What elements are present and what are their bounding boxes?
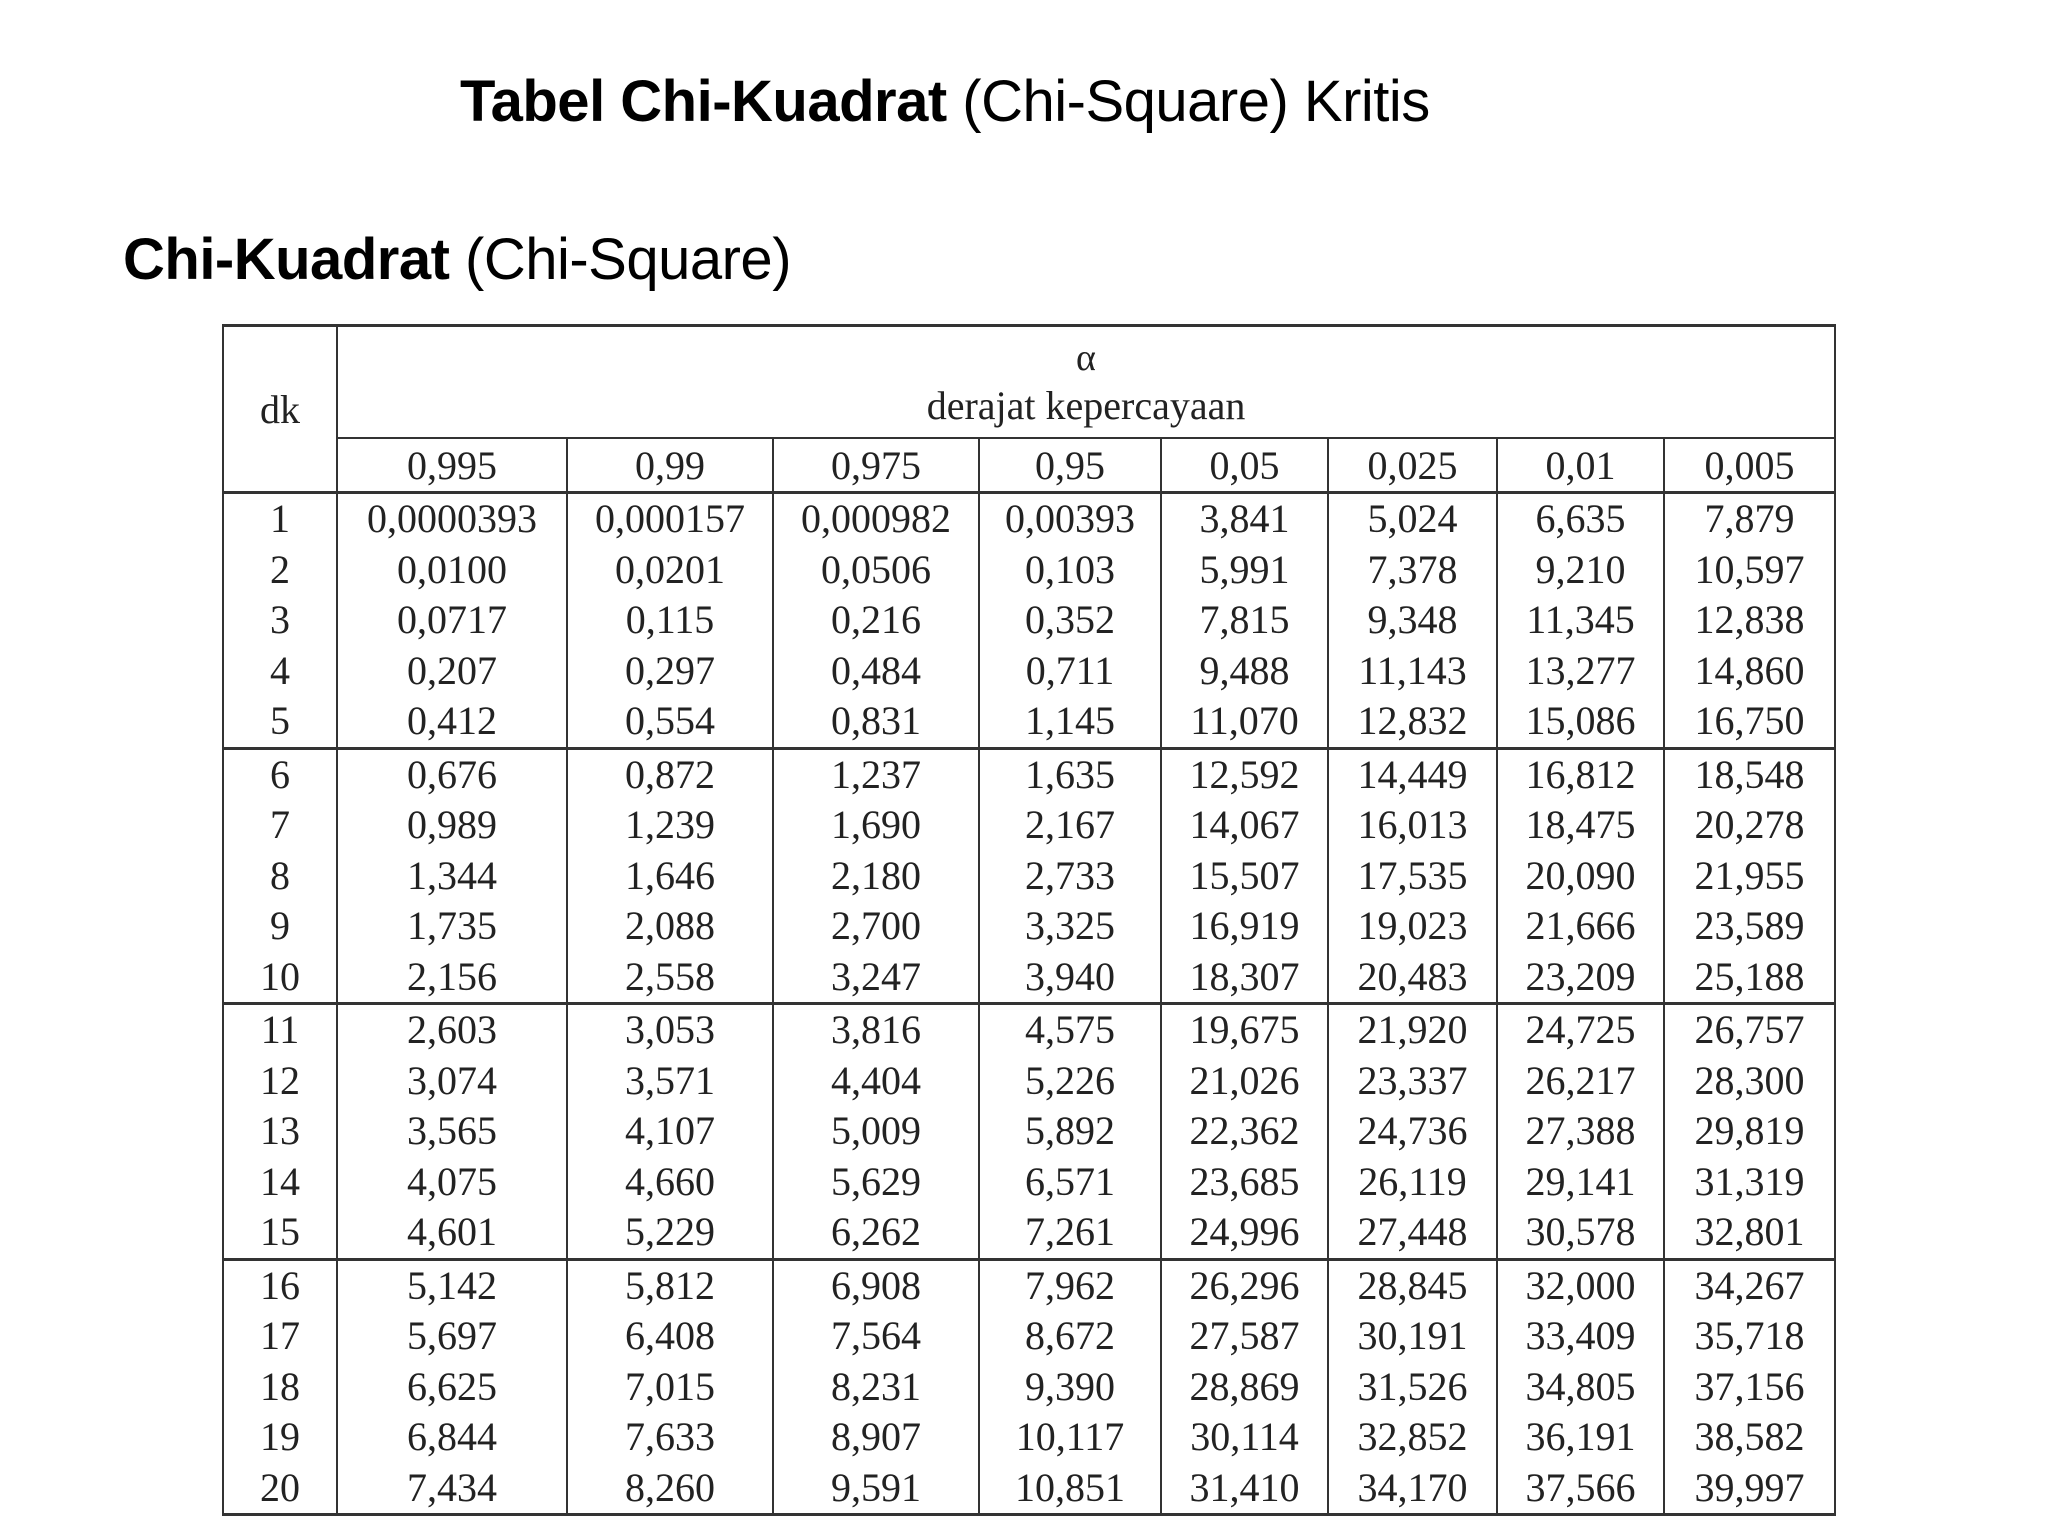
critical-value-cell: 3,841 bbox=[1161, 493, 1328, 545]
critical-value-cell: 11,345 bbox=[1497, 595, 1664, 646]
critical-value-cell: 1,237 bbox=[773, 748, 979, 800]
critical-value-cell: 12,832 bbox=[1328, 696, 1497, 748]
dk-cell: 15 bbox=[223, 1207, 337, 1259]
dk-cell: 18 bbox=[223, 1362, 337, 1413]
critical-value-cell: 22,362 bbox=[1161, 1106, 1328, 1157]
critical-value-cell: 9,591 bbox=[773, 1463, 979, 1515]
critical-value-cell: 2,700 bbox=[773, 901, 979, 952]
critical-value-cell: 34,267 bbox=[1664, 1259, 1835, 1311]
critical-value-cell: 9,390 bbox=[979, 1362, 1161, 1413]
critical-value-cell: 2,167 bbox=[979, 800, 1161, 851]
critical-value-cell: 6,571 bbox=[979, 1157, 1161, 1208]
critical-value-cell: 10,117 bbox=[979, 1412, 1161, 1463]
critical-value-cell: 1,690 bbox=[773, 800, 979, 851]
significance-level-header: 0,005 bbox=[1664, 438, 1835, 493]
critical-value-cell: 2,558 bbox=[567, 952, 773, 1004]
critical-value-cell: 11,143 bbox=[1328, 646, 1497, 697]
dk-cell: 19 bbox=[223, 1412, 337, 1463]
critical-value-cell: 7,015 bbox=[567, 1362, 773, 1413]
critical-value-cell: 7,564 bbox=[773, 1311, 979, 1362]
critical-value-cell: 16,013 bbox=[1328, 800, 1497, 851]
critical-value-cell: 1,145 bbox=[979, 696, 1161, 748]
critical-value-cell: 1,646 bbox=[567, 851, 773, 902]
critical-value-cell: 5,024 bbox=[1328, 493, 1497, 545]
significance-levels-row bbox=[223, 438, 1835, 493]
critical-value-cell: 34,805 bbox=[1497, 1362, 1664, 1413]
critical-value-cell: 16,919 bbox=[1161, 901, 1328, 952]
critical-value-cell: 9,210 bbox=[1497, 545, 1664, 596]
critical-value-cell: 0,000157 bbox=[567, 493, 773, 545]
critical-value-cell: 21,666 bbox=[1497, 901, 1664, 952]
alpha-label: derajat kepercayaan bbox=[926, 383, 1246, 428]
critical-value-cell: 1,344 bbox=[337, 851, 567, 902]
critical-value-cell: 7,879 bbox=[1664, 493, 1835, 545]
dk-cell: 14 bbox=[223, 1157, 337, 1208]
critical-value-cell: 36,191 bbox=[1497, 1412, 1664, 1463]
critical-value-cell: 23,209 bbox=[1497, 952, 1664, 1004]
critical-value-cell: 7,633 bbox=[567, 1412, 773, 1463]
significance-level-header: 0,99 bbox=[567, 438, 773, 493]
critical-value-cell: 15,086 bbox=[1497, 696, 1664, 748]
critical-value-cell: 5,697 bbox=[337, 1311, 567, 1362]
dk-cell: 10 bbox=[223, 952, 337, 1004]
critical-value-cell: 23,337 bbox=[1328, 1056, 1497, 1107]
dk-cell: 7 bbox=[223, 800, 337, 851]
table-row bbox=[223, 748, 1835, 800]
critical-value-cell: 0,207 bbox=[337, 646, 567, 697]
critical-value-cell: 4,601 bbox=[337, 1207, 567, 1259]
critical-value-cell: 37,566 bbox=[1497, 1463, 1664, 1515]
critical-value-cell: 3,940 bbox=[979, 952, 1161, 1004]
critical-value-cell: 26,757 bbox=[1664, 1004, 1835, 1056]
critical-value-cell: 4,660 bbox=[567, 1157, 773, 1208]
dk-cell: 5 bbox=[223, 696, 337, 748]
critical-value-cell: 6,408 bbox=[567, 1311, 773, 1362]
critical-value-cell: 4,107 bbox=[567, 1106, 773, 1157]
table-row bbox=[223, 800, 1835, 851]
table-row bbox=[223, 1362, 1835, 1413]
critical-value-cell: 10,597 bbox=[1664, 545, 1835, 596]
critical-value-cell: 21,026 bbox=[1161, 1056, 1328, 1107]
slide-title-bold: Tabel Chi-Kuadrat bbox=[460, 69, 947, 134]
critical-value-cell: 21,920 bbox=[1328, 1004, 1497, 1056]
critical-value-cell: 20,483 bbox=[1328, 952, 1497, 1004]
critical-value-cell: 30,114 bbox=[1161, 1412, 1328, 1463]
critical-value-cell: 0,103 bbox=[979, 545, 1161, 596]
significance-level-header: 0,025 bbox=[1328, 438, 1497, 493]
critical-value-cell: 0,115 bbox=[567, 595, 773, 646]
critical-value-cell: 1,239 bbox=[567, 800, 773, 851]
critical-value-cell: 28,300 bbox=[1664, 1056, 1835, 1107]
critical-value-cell: 5,812 bbox=[567, 1259, 773, 1311]
dk-cell: 8 bbox=[223, 851, 337, 902]
significance-level-header: 0,975 bbox=[773, 438, 979, 493]
critical-value-cell: 3,247 bbox=[773, 952, 979, 1004]
critical-value-cell: 3,053 bbox=[567, 1004, 773, 1056]
table-row bbox=[223, 646, 1835, 697]
critical-value-cell: 31,526 bbox=[1328, 1362, 1497, 1413]
table-row bbox=[223, 1056, 1835, 1107]
critical-value-cell: 3,571 bbox=[567, 1056, 773, 1107]
table-row bbox=[223, 901, 1835, 952]
critical-value-cell: 6,635 bbox=[1497, 493, 1664, 545]
critical-value-cell: 27,587 bbox=[1161, 1311, 1328, 1362]
critical-value-cell: 20,278 bbox=[1664, 800, 1835, 851]
table-row bbox=[223, 1106, 1835, 1157]
critical-value-cell: 6,625 bbox=[337, 1362, 567, 1413]
critical-value-cell: 7,378 bbox=[1328, 545, 1497, 596]
critical-value-cell: 16,812 bbox=[1497, 748, 1664, 800]
critical-value-cell: 17,535 bbox=[1328, 851, 1497, 902]
critical-value-cell: 7,434 bbox=[337, 1463, 567, 1515]
table-row bbox=[223, 1259, 1835, 1311]
critical-value-cell: 28,845 bbox=[1328, 1259, 1497, 1311]
critical-value-cell: 6,844 bbox=[337, 1412, 567, 1463]
critical-value-cell: 1,635 bbox=[979, 748, 1161, 800]
critical-value-cell: 30,191 bbox=[1328, 1311, 1497, 1362]
critical-value-cell: 2,603 bbox=[337, 1004, 567, 1056]
slide-title-normal: (Chi-Square) Kritis bbox=[946, 69, 1430, 134]
chi-square-table-container bbox=[222, 324, 1834, 1516]
critical-value-cell: 14,860 bbox=[1664, 646, 1835, 697]
critical-value-cell: 31,319 bbox=[1664, 1157, 1835, 1208]
dk-cell: 13 bbox=[223, 1106, 337, 1157]
critical-value-cell: 32,852 bbox=[1328, 1412, 1497, 1463]
table-body bbox=[223, 493, 1835, 1515]
dk-cell: 1 bbox=[223, 493, 337, 545]
dk-cell: 2 bbox=[223, 545, 337, 596]
critical-value-cell: 8,231 bbox=[773, 1362, 979, 1413]
table-row bbox=[223, 1463, 1835, 1515]
critical-value-cell: 31,410 bbox=[1161, 1463, 1328, 1515]
critical-value-cell: 24,725 bbox=[1497, 1004, 1664, 1056]
critical-value-cell: 0,989 bbox=[337, 800, 567, 851]
critical-value-cell: 18,548 bbox=[1664, 748, 1835, 800]
table-row bbox=[223, 1004, 1835, 1056]
critical-value-cell: 14,449 bbox=[1328, 748, 1497, 800]
critical-value-cell: 0,00393 bbox=[979, 493, 1161, 545]
dk-cell: 12 bbox=[223, 1056, 337, 1107]
critical-value-cell: 37,156 bbox=[1664, 1362, 1835, 1413]
critical-value-cell: 8,672 bbox=[979, 1311, 1161, 1362]
critical-value-cell: 5,226 bbox=[979, 1056, 1161, 1107]
dk-cell: 6 bbox=[223, 748, 337, 800]
critical-value-cell: 39,997 bbox=[1664, 1463, 1835, 1515]
critical-value-cell: 13,277 bbox=[1497, 646, 1664, 697]
critical-value-cell: 0,831 bbox=[773, 696, 979, 748]
critical-value-cell: 34,170 bbox=[1328, 1463, 1497, 1515]
dk-cell: 3 bbox=[223, 595, 337, 646]
critical-value-cell: 5,892 bbox=[979, 1106, 1161, 1157]
critical-value-cell: 3,325 bbox=[979, 901, 1161, 952]
critical-value-cell: 38,582 bbox=[1664, 1412, 1835, 1463]
critical-value-cell: 29,819 bbox=[1664, 1106, 1835, 1157]
critical-value-cell: 3,565 bbox=[337, 1106, 567, 1157]
critical-value-cell: 28,869 bbox=[1161, 1362, 1328, 1413]
critical-value-cell: 18,307 bbox=[1161, 952, 1328, 1004]
critical-value-cell: 2,733 bbox=[979, 851, 1161, 902]
critical-value-cell: 23,589 bbox=[1664, 901, 1835, 952]
critical-value-cell: 0,676 bbox=[337, 748, 567, 800]
critical-value-cell: 6,908 bbox=[773, 1259, 979, 1311]
critical-value-cell: 3,074 bbox=[337, 1056, 567, 1107]
critical-value-cell: 6,262 bbox=[773, 1207, 979, 1259]
critical-value-cell: 33,409 bbox=[1497, 1311, 1664, 1362]
critical-value-cell: 10,851 bbox=[979, 1463, 1161, 1515]
critical-value-cell: 5,229 bbox=[567, 1207, 773, 1259]
critical-value-cell: 7,815 bbox=[1161, 595, 1328, 646]
table-row bbox=[223, 1157, 1835, 1208]
critical-value-cell: 0,0100 bbox=[337, 545, 567, 596]
critical-value-cell: 0,0506 bbox=[773, 545, 979, 596]
critical-value-cell: 27,448 bbox=[1328, 1207, 1497, 1259]
alpha-header bbox=[337, 326, 1835, 439]
critical-value-cell: 0,0201 bbox=[567, 545, 773, 596]
critical-value-cell: 8,907 bbox=[773, 1412, 979, 1463]
critical-value-cell: 15,507 bbox=[1161, 851, 1328, 902]
critical-value-cell: 0,554 bbox=[567, 696, 773, 748]
critical-value-cell: 5,629 bbox=[773, 1157, 979, 1208]
critical-value-cell: 0,000982 bbox=[773, 493, 979, 545]
critical-value-cell: 0,297 bbox=[567, 646, 773, 697]
critical-value-cell: 5,009 bbox=[773, 1106, 979, 1157]
critical-value-cell: 1,735 bbox=[337, 901, 567, 952]
critical-value-cell: 0,412 bbox=[337, 696, 567, 748]
critical-value-cell: 29,141 bbox=[1497, 1157, 1664, 1208]
chi-square-table bbox=[222, 324, 1836, 1516]
critical-value-cell: 32,000 bbox=[1497, 1259, 1664, 1311]
dk-cell: 17 bbox=[223, 1311, 337, 1362]
critical-value-cell: 2,156 bbox=[337, 952, 567, 1004]
table-row bbox=[223, 1311, 1835, 1362]
significance-level-header: 0,05 bbox=[1161, 438, 1328, 493]
dk-cell: 9 bbox=[223, 901, 337, 952]
critical-value-cell: 27,388 bbox=[1497, 1106, 1664, 1157]
critical-value-cell: 19,675 bbox=[1161, 1004, 1328, 1056]
critical-value-cell: 26,217 bbox=[1497, 1056, 1664, 1107]
critical-value-cell: 8,260 bbox=[567, 1463, 773, 1515]
critical-value-cell: 24,736 bbox=[1328, 1106, 1497, 1157]
significance-level-header: 0,01 bbox=[1497, 438, 1664, 493]
table-row bbox=[223, 1207, 1835, 1259]
critical-value-cell: 0,484 bbox=[773, 646, 979, 697]
significance-level-header: 0,995 bbox=[337, 438, 567, 493]
critical-value-cell: 32,801 bbox=[1664, 1207, 1835, 1259]
significance-level-header: 0,95 bbox=[979, 438, 1161, 493]
critical-value-cell: 26,296 bbox=[1161, 1259, 1328, 1311]
critical-value-cell: 16,750 bbox=[1664, 696, 1835, 748]
critical-value-cell: 5,991 bbox=[1161, 545, 1328, 596]
critical-value-cell: 0,0000393 bbox=[337, 493, 567, 545]
dk-cell: 20 bbox=[223, 1463, 337, 1515]
critical-value-cell: 30,578 bbox=[1497, 1207, 1664, 1259]
critical-value-cell: 0,872 bbox=[567, 748, 773, 800]
critical-value-cell: 4,404 bbox=[773, 1056, 979, 1107]
alpha-symbol: α bbox=[1076, 337, 1096, 379]
critical-value-cell: 2,180 bbox=[773, 851, 979, 902]
critical-value-cell: 4,575 bbox=[979, 1004, 1161, 1056]
critical-value-cell: 25,188 bbox=[1664, 952, 1835, 1004]
critical-value-cell: 24,996 bbox=[1161, 1207, 1328, 1259]
table-row bbox=[223, 952, 1835, 1004]
critical-value-cell: 26,119 bbox=[1328, 1157, 1497, 1208]
section-heading bbox=[123, 220, 791, 300]
critical-value-cell: 9,348 bbox=[1328, 595, 1497, 646]
dk-cell: 16 bbox=[223, 1259, 337, 1311]
slide-title bbox=[460, 62, 1430, 142]
critical-value-cell: 35,718 bbox=[1664, 1311, 1835, 1362]
critical-value-cell: 23,685 bbox=[1161, 1157, 1328, 1208]
critical-value-cell: 7,261 bbox=[979, 1207, 1161, 1259]
table-row bbox=[223, 696, 1835, 748]
critical-value-cell: 12,592 bbox=[1161, 748, 1328, 800]
critical-value-cell: 21,955 bbox=[1664, 851, 1835, 902]
critical-value-cell: 9,488 bbox=[1161, 646, 1328, 697]
section-heading-normal: (Chi-Square) bbox=[449, 227, 792, 292]
critical-value-cell: 14,067 bbox=[1161, 800, 1328, 851]
critical-value-cell: 18,475 bbox=[1497, 800, 1664, 851]
section-heading-bold: Chi-Kuadrat bbox=[123, 227, 450, 292]
dk-cell: 4 bbox=[223, 646, 337, 697]
critical-value-cell: 0,352 bbox=[979, 595, 1161, 646]
dk-header: dk bbox=[223, 326, 337, 493]
table-row bbox=[223, 1412, 1835, 1463]
table-row bbox=[223, 851, 1835, 902]
critical-value-cell: 7,962 bbox=[979, 1259, 1161, 1311]
critical-value-cell: 11,070 bbox=[1161, 696, 1328, 748]
critical-value-cell: 0,711 bbox=[979, 646, 1161, 697]
critical-value-cell: 12,838 bbox=[1664, 595, 1835, 646]
critical-value-cell: 20,090 bbox=[1497, 851, 1664, 902]
table-row bbox=[223, 493, 1835, 545]
critical-value-cell: 0,216 bbox=[773, 595, 979, 646]
dk-cell: 11 bbox=[223, 1004, 337, 1056]
critical-value-cell: 2,088 bbox=[567, 901, 773, 952]
critical-value-cell: 0,0717 bbox=[337, 595, 567, 646]
table-row bbox=[223, 545, 1835, 596]
critical-value-cell: 4,075 bbox=[337, 1157, 567, 1208]
critical-value-cell: 19,023 bbox=[1328, 901, 1497, 952]
critical-value-cell: 3,816 bbox=[773, 1004, 979, 1056]
critical-value-cell: 5,142 bbox=[337, 1259, 567, 1311]
table-row bbox=[223, 595, 1835, 646]
